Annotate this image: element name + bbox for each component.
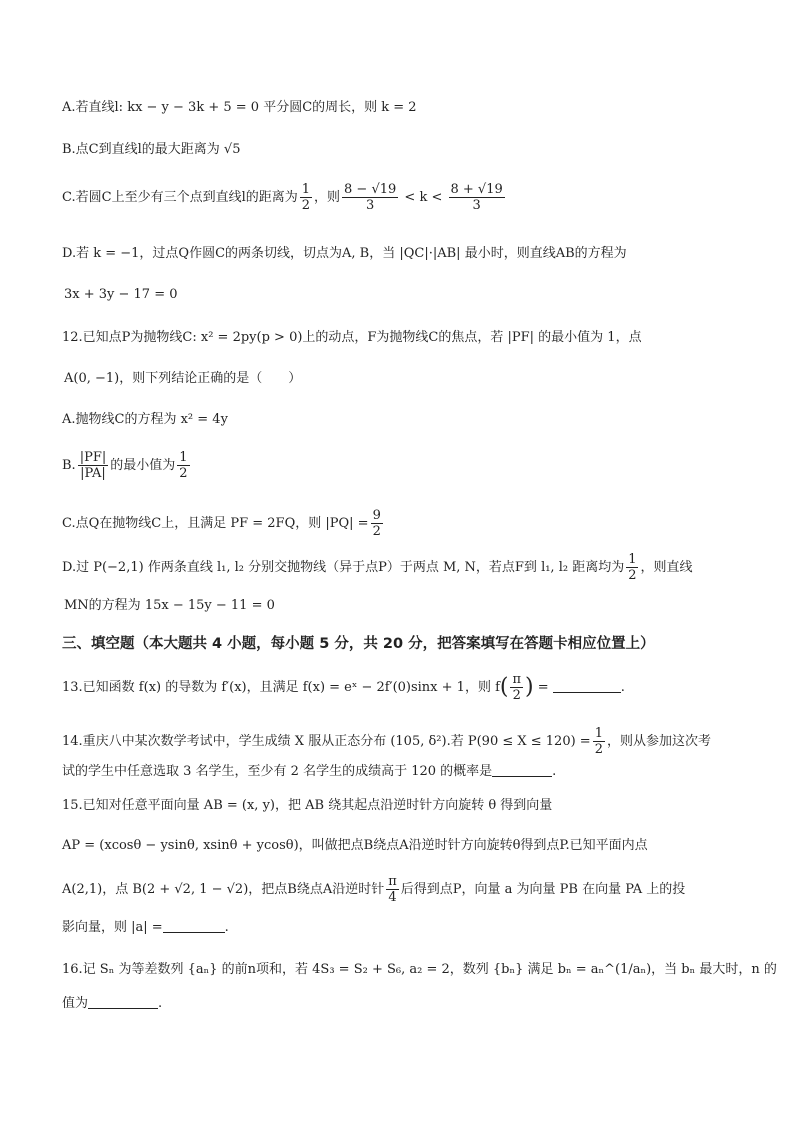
fraction-numerator: |PF|	[79, 450, 107, 465]
q15-line1: 15.已知对任意平面向量 AB = (x, y)，把 AB 绕其起点沿逆时针方向旋转 θ 得到向量	[62, 798, 553, 813]
q11-option-b: B.点C到直线l的最大距离为 √5	[62, 142, 241, 157]
fraction-numerator: 1	[179, 450, 188, 465]
q11-option-c	[62, 182, 507, 213]
q13-right-paren: )	[525, 674, 534, 700]
q13-left-paren: (	[499, 674, 509, 700]
q11-option-c-mid: ，则	[314, 190, 341, 205]
q13-text: 13.已知函数 f(x) 的导数为 f′(x)，且满足 f(x) = eˣ − 2f′(0)sinx + 1，则 f	[62, 680, 500, 695]
fraction-numerator: 8 + √19	[450, 182, 503, 197]
q14-cont: 试的学生中任意选取 3 名学生，至少有 2 名学生的成绩高于 120 的概率是 .	[62, 764, 557, 779]
fraction-denominator: 2	[594, 742, 603, 757]
q12-option-a: A.抛物线C的方程为 x² = 4y	[62, 412, 228, 427]
q12-option-b-text: 的最小值为	[110, 458, 176, 473]
q13-argument-fraction	[510, 672, 523, 703]
q16-line1: 16.记 Sₙ 为等差数列 {aₙ} 的前n项和，若 4S₃ = S₂ + S₆, a₂ = 2，数列 {bₙ} 满足 bₙ = aₙ^(1/aₙ)，当 bₙ 最大时，n 的	[62, 962, 777, 977]
q11-option-c-inequality: < k <	[400, 190, 447, 205]
fraction-numerator: 1	[594, 726, 603, 741]
q11-option-d: D.若 k = −1，过点Q作圆C的两条切线，切点为A, B，当 |QC|·|AB| 最小时，则直线AB的方程为	[62, 246, 627, 261]
q12-option-b-label: B.	[62, 458, 76, 473]
q14-text: 14.重庆八中某次数学考试中，学生成绩 X 服从正态分布 (105, δ²).若 P(90 ≤ X ≤ 120) =	[62, 734, 591, 749]
q11-option-c-text: C.若圆C上至少有三个点到直线l的距离为	[62, 190, 298, 205]
fraction-numerator: 1	[628, 552, 637, 567]
q12-b-ratio-fraction	[78, 450, 109, 481]
q15-line3-post: 后得到点P，向量 a 为向量 PB 在向量 PA 上的投	[400, 882, 686, 897]
fraction-numerator: 9	[372, 508, 381, 523]
q12-option-d-cont: MN的方程为 15x − 15y − 11 = 0	[64, 598, 275, 613]
fraction-numerator: π	[512, 672, 522, 687]
q14-probability-fraction	[593, 726, 605, 757]
q12-stem: 12.已知点P为抛物线C: x² = 2py(p > 0)上的动点，F为抛物线C的焦点，若 |PF| 的最小值为 1，点	[62, 330, 642, 345]
q16-line2: 值为 .	[62, 996, 163, 1011]
q12-d-distance-fraction	[626, 552, 638, 583]
fraction-denominator: 3	[366, 198, 375, 213]
q14-text-post: ，则从参加这次考	[606, 734, 711, 749]
q14-cont-text: 试的学生中任意选取 3 名学生，至少有 2 名学生的成绩高于 120 的概率是	[62, 764, 493, 779]
q12-option-c-text: C.点Q在抛物线C上，且满足 PF = 2FQ，则 |PQ| =	[62, 516, 369, 531]
fraction-denominator: |PA|	[80, 466, 106, 481]
fraction-denominator: 3	[472, 198, 481, 213]
q11-c-lower-bound	[342, 182, 398, 213]
fraction-numerator: π	[388, 874, 397, 889]
fraction-denominator: 2	[179, 466, 188, 481]
q11-c-half-fraction	[300, 182, 312, 213]
q12-option-c	[62, 508, 385, 539]
q11-option-a: A.若直线l: kx − y − 3k + 5 = 0 平分圆C的周长，则 k = 2	[62, 100, 417, 115]
q12-option-d-text: D.过 P(−2,1) 作两条直线 l₁, l₂ 分别交抛物线（异于点P）于两点 M, N，若点F到 l₁, l₂ 距离均为	[62, 560, 625, 575]
q15-line3	[62, 874, 685, 905]
fraction-denominator: 2	[512, 688, 521, 703]
q12-stem-cont: A(0, −1)，则下列结论正确的是（ ）	[64, 371, 302, 386]
q11-option-d-equation: 3x + 3y − 17 = 0	[64, 287, 178, 302]
q16-line2-text: 值为	[62, 996, 89, 1011]
fraction-denominator: 2	[301, 198, 311, 213]
q15-line3-text: A(2,1)，点 B(2 + √2, 1 − √2)，把点B绕点A沿逆时针	[62, 882, 385, 897]
q12-option-b	[62, 450, 192, 481]
fraction-denominator: 2	[372, 524, 381, 539]
answer-blank[interactable]	[553, 678, 621, 693]
q14	[62, 726, 711, 757]
q12-b-value-fraction	[177, 450, 189, 481]
q15-line2: AP = (xcosθ − ysinθ, xsinθ + ycosθ)，叫做把点B绕点A沿逆时针方向旋转θ得到点P.已知平面内点	[62, 838, 648, 853]
answer-blank[interactable]	[492, 762, 552, 777]
q12-c-value-fraction	[371, 508, 383, 539]
q15-line4-text: 影向量，则 |a| =	[62, 920, 163, 935]
answer-blank[interactable]	[163, 918, 225, 933]
answer-blank[interactable]	[88, 994, 158, 1009]
section-title-fill-in: 三、填空题（本大题共 4 小题，每小题 5 分，共 20 分，把答案填写在答题卡相应位置上）	[62, 636, 655, 652]
fraction-numerator: 8 − √19	[344, 182, 397, 197]
q13-equals: =	[533, 680, 549, 695]
fraction-denominator: 2	[628, 568, 637, 583]
q12-option-d-post: ，则直线	[640, 560, 693, 575]
fraction-numerator: 1	[301, 182, 311, 197]
q12-option-d	[62, 552, 693, 583]
q11-c-upper-bound	[449, 182, 505, 213]
q15-angle-fraction	[386, 874, 399, 905]
q13: 13.已知函数 f(x) 的导数为 f′(x)，且满足 f(x) = eˣ − 2f′(0)sinx + 1，则 f( $\frac{\pi}{2}$ ) = .	[62, 672, 625, 703]
q15-line4: 影向量，则 |a| = .	[62, 920, 229, 935]
fraction-denominator: 4	[388, 890, 397, 905]
